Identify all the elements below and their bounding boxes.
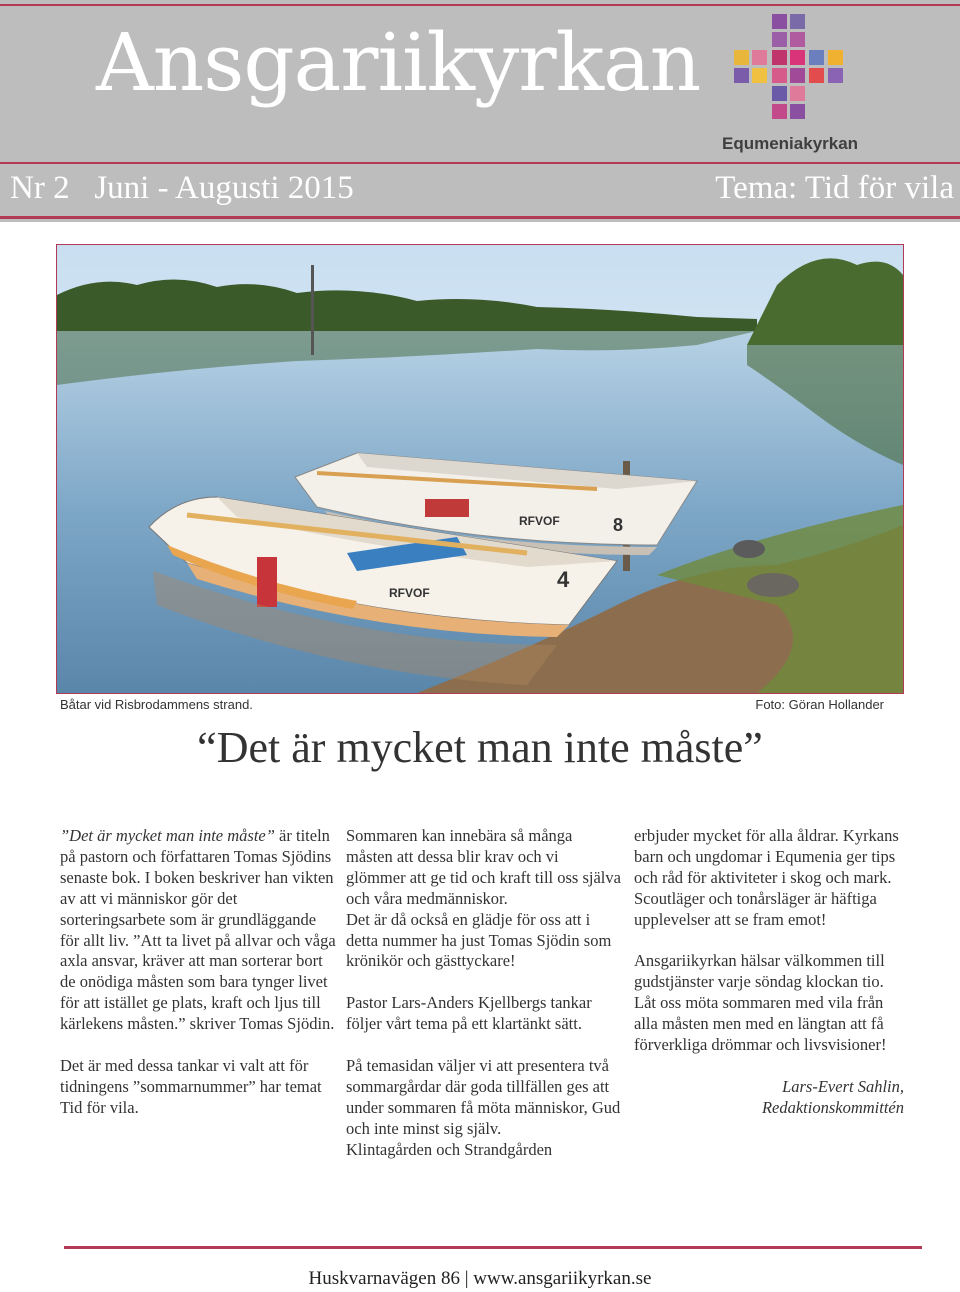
header-top-rule [0, 4, 960, 6]
col3-paragraph-1 [634, 826, 904, 931]
col2-paragraph-3b-text: Klintagården och Strandgården [346, 1139, 553, 1159]
col2-paragraph-1 [346, 826, 622, 972]
col2-paragraph-1-text: Sommaren kan innebära så många måsten att dessa blir krav och vi glömmer att ge tid och kraft till oss själva och våra medmänniskor. [346, 826, 621, 908]
article-column-1 [60, 826, 336, 1140]
col3-paragraph-2 [634, 951, 904, 1056]
masthead-title: Ansgariikyrkan [96, 16, 701, 109]
header-rule [0, 162, 960, 164]
cover-photo [56, 244, 904, 694]
col3-paragraph-1b-text: Scoutläger och tonårsläger är häftiga upplevelser att se fram emot! [634, 888, 877, 929]
issue-number: Nr 2 [10, 170, 70, 206]
issue-theme: Tema: Tid för vila [715, 170, 954, 206]
back-boat-label: RFVOF [519, 514, 560, 528]
col2-paragraph-1b-text: Det är då också en glädje för oss att i detta nummer ha just Tomas Sjödin som krönikör och gästtyckare! [346, 909, 612, 971]
col3-paragraph-2-text: Ansgariikyrkan hälsar välkommen till gudstjänster varje söndag klockan tio. [634, 951, 885, 992]
col1-paragraph-1 [60, 826, 336, 1035]
article-column-2 [346, 826, 622, 1181]
back-boat-number: 8 [613, 515, 624, 535]
front-boat-number: 4 [557, 567, 570, 592]
cross-logo-icon [734, 14, 846, 122]
logo-text: Equmeniakyrkan [722, 134, 859, 153]
footer-address: Huskvarnavägen 86 | www.ansgariikyrkan.se [308, 1268, 652, 1289]
lake-boats-illustration [57, 245, 903, 693]
col1-paragraph-1-text: är titeln på pastorn och författaren Tomas Sjödins senaste bok. I boken beskriver han vikten av att vi människor gör det sorteringsarbete som är grundläggande för allt liv. ”Att ta livet på allvar och våga axla ansvar, kräver att man sorterar bort de onödiga måsten som bara tynger livet för att istället ge plats, kraft och ljus till kärlekens måsten.” skriver Tomas Sjödin. [60, 826, 336, 1034]
issue-line [10, 170, 354, 207]
issue-period: Juni - Augusti 2015 [94, 170, 354, 206]
signature-name: Lars-Evert Sahlin, [782, 1076, 904, 1096]
photo-caption: Båtar vid Risbrodammens strand. [60, 697, 253, 712]
col1-paragraph-2: Det är med dessa tankar vi valt att för tidningens ”sommarnummer” har temat Tid för vila. [60, 1055, 322, 1117]
col3-paragraph-2b-text: Låt oss möta sommaren med vila från alla måsten men med en längtan att få förverkliga drömmar och livsvisioner! [634, 993, 887, 1055]
header-bottom-rule [0, 216, 960, 219]
col2-paragraph-3-text: På temasidan väljer vi att presentera två sommargårdar där goda tillfällen ges att under sommaren få möta människor, Gud och inte minst sig själv. [346, 1055, 621, 1138]
front-boat-label: RFVOF [389, 586, 430, 600]
col2-paragraph-3 [346, 1056, 622, 1161]
col2-paragraph-2: Pastor Lars-Anders Kjellbergs tankar följer vårt tema på ett klartänkt sätt. [346, 993, 592, 1034]
footer-rule [64, 1246, 922, 1249]
col3-paragraph-1-text: erbjuder mycket för alla åldrar. Kyrkans barn och ungdomar i Equmenia ger tips och råd för aktiviteter i skog och mark. [634, 826, 899, 887]
signature-role: Redaktionskommittén [761, 1097, 904, 1117]
book-title: ”Det är mycket man inte måste” [60, 826, 275, 845]
photo-credit: Foto: Göran Hollander [755, 697, 884, 712]
article-column-3 [634, 826, 904, 1140]
article-headline: “Det är mycket man inte måste” [197, 723, 763, 772]
signature [634, 1077, 904, 1119]
